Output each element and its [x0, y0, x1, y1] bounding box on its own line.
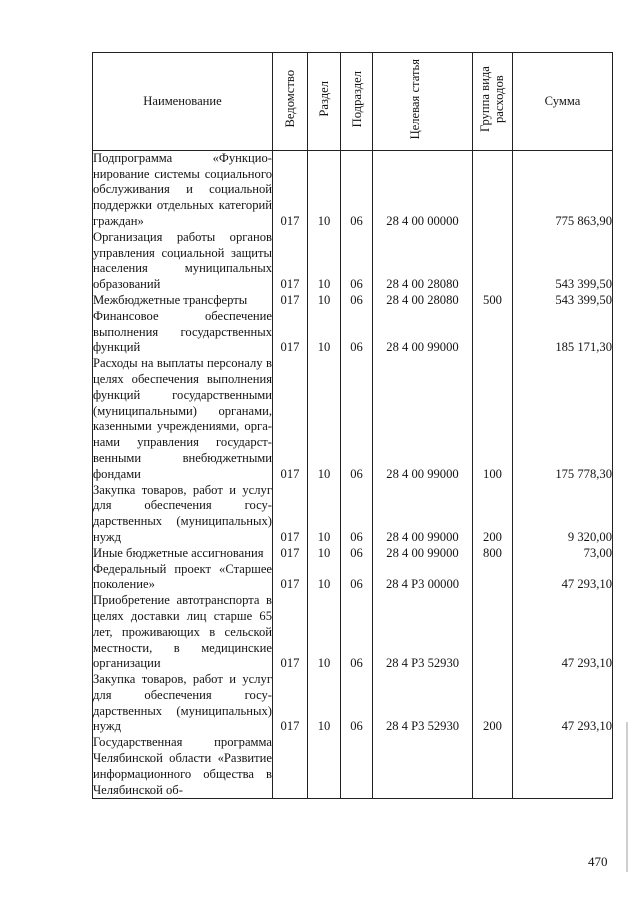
cell-ved: 017: [273, 150, 308, 229]
cell-ved: 017: [273, 309, 308, 356]
cell-gruppa: 500: [473, 293, 513, 309]
table-header-row: [93, 53, 613, 151]
cell-name: Иные бюджетные ассигнования: [93, 546, 273, 562]
cell-name: Организация работы органов управления социальной защиты населения муниципальных образований: [93, 229, 272, 292]
cell-razdel: 10: [308, 309, 341, 356]
cell-summa: 775 863,90: [513, 150, 613, 229]
cell-celevaya: 28 4 00 28080: [373, 293, 473, 309]
cell-summa: 47 293,10: [513, 672, 613, 735]
cell-razdel: 10: [308, 356, 341, 482]
cell-summa: 543 399,50: [513, 293, 613, 309]
cell-ved: 017: [273, 546, 308, 562]
cell-name: Подпрограмма «Функционирование системы социального обслуживания и социальной поддержки отдельных категорий граждан»: [93, 150, 272, 228]
header-razdel-label: Раздел: [317, 81, 331, 117]
header-podrazdel-label: Подраздел: [349, 70, 364, 128]
table-row: [93, 309, 613, 356]
cell-name: Расходы на выплаты персоналу в целях обеспечения выполнения функций государственными (муниципальными) органами, казенными учреждениями, органами управления государственными внебюджетными фондами: [93, 356, 272, 481]
cell-celevaya: [373, 735, 473, 799]
cell-podrazdel: 06: [341, 672, 373, 735]
cell-gruppa: [473, 150, 513, 229]
cell-podrazdel: [341, 735, 373, 799]
cell-celevaya: 28 4 00 99000: [373, 546, 473, 562]
cell-summa: 47 293,10: [513, 562, 613, 594]
cell-gruppa: 200: [473, 483, 513, 546]
scan-margin-mark: [626, 722, 628, 872]
header-gruppa-vida-rashodov: [473, 53, 513, 151]
header-celevaya-statya: [373, 53, 473, 151]
cell-razdel: 10: [308, 483, 341, 546]
cell-name: Федеральный проект «Старшее поколение»: [93, 561, 272, 592]
cell-summa: 543 399,50: [513, 230, 613, 293]
cell-name: Закупка товаров, работ и услуг для обеспечения государственных (муниципальных) нужд: [93, 482, 272, 544]
cell-ved: 017: [273, 562, 308, 594]
cell-gruppa: [473, 593, 513, 672]
header-summa: Сумма: [513, 53, 613, 151]
cell-podrazdel: 06: [341, 309, 373, 356]
cell-celevaya: 28 4 00 99000: [373, 309, 473, 356]
cell-summa: 73,00: [513, 546, 613, 562]
table-row: [93, 483, 613, 546]
cell-name: Государственная программа Челябинской области «Развитие информационного общества в Челябинской об-: [93, 735, 273, 799]
cell-summa: 9 320,00: [513, 483, 613, 546]
cell-razdel: 10: [308, 293, 341, 309]
cell-razdel: 10: [308, 672, 341, 735]
cell-ved: 017: [273, 356, 308, 482]
cell-celevaya: 28 4 00 99000: [373, 356, 473, 482]
cell-celevaya: 28 4 P3 52930: [373, 672, 473, 735]
cell-celevaya: 28 4 P3 52930: [373, 593, 473, 672]
cell-ved: 017: [273, 672, 308, 735]
header-gruppa-label: Группа вида расходов: [477, 66, 506, 132]
page-number: 470: [588, 854, 608, 869]
cell-razdel: 10: [308, 546, 341, 562]
header-vedomstvo-label: Ведомство: [283, 70, 297, 128]
table-row: [93, 356, 613, 482]
cell-summa: [513, 735, 613, 799]
cell-razdel: 10: [308, 562, 341, 594]
cell-summa: 47 293,10: [513, 593, 613, 672]
cell-razdel: [308, 735, 341, 799]
table-row: [93, 150, 613, 229]
table-row: [93, 672, 613, 735]
cell-gruppa: [473, 230, 513, 293]
cell-podrazdel: 06: [341, 593, 373, 672]
cell-podrazdel: 06: [341, 356, 373, 482]
cell-gruppa: 100: [473, 356, 513, 482]
table-body: [93, 150, 613, 799]
header-vedomstvo: [273, 53, 308, 151]
cell-gruppa: [473, 562, 513, 594]
cell-name: Приобретение автотранспорта в целях доставки лиц старше 65 лет, проживающих в сельской местности, в медицинские организации: [93, 593, 272, 671]
header-razdel: [308, 53, 341, 151]
cell-celevaya: 28 4 00 28080: [373, 230, 473, 293]
budget-table: [92, 52, 613, 799]
cell-ved: 017: [273, 483, 308, 546]
table-row: [93, 293, 613, 309]
cell-name: Закупка товаров, работ и услуг для обеспечения государственных (муниципальных) нужд: [93, 672, 272, 734]
cell-name: Межбюджетные трансферты: [93, 293, 273, 309]
cell-podrazdel: 06: [341, 562, 373, 594]
cell-podrazdel: 06: [341, 546, 373, 562]
table-row: [93, 593, 613, 672]
cell-gruppa: 200: [473, 672, 513, 735]
cell-summa: 185 171,30: [513, 309, 613, 356]
cell-ved: 017: [273, 230, 308, 293]
cell-podrazdel: 06: [341, 483, 373, 546]
table-row: [93, 562, 613, 594]
cell-ved: 017: [273, 593, 308, 672]
cell-ved: 017: [273, 293, 308, 309]
table-row: [93, 735, 613, 799]
cell-name: Финансовое обеспечение выполнения государственных функций: [93, 308, 272, 355]
cell-razdel: 10: [308, 230, 341, 293]
cell-celevaya: 28 4 P3 00000: [373, 562, 473, 594]
cell-celevaya: 28 4 00 99000: [373, 483, 473, 546]
cell-gruppa: [473, 735, 513, 799]
cell-podrazdel: 06: [341, 230, 373, 293]
header-celevaya-label: Целевая статья: [407, 58, 422, 140]
cell-summa: 175 778,30: [513, 356, 613, 482]
cell-razdel: 10: [308, 593, 341, 672]
cell-razdel: 10: [308, 150, 341, 229]
cell-gruppa: 800: [473, 546, 513, 562]
cell-gruppa: [473, 309, 513, 356]
cell-podrazdel: 06: [341, 293, 373, 309]
header-podrazdel: [341, 53, 373, 151]
cell-celevaya: 28 4 00 00000: [373, 150, 473, 229]
table-row: [93, 546, 613, 562]
cell-ved: [273, 735, 308, 799]
header-name: Наименование: [93, 53, 273, 151]
table-row: [93, 230, 613, 293]
cell-podrazdel: 06: [341, 150, 373, 229]
